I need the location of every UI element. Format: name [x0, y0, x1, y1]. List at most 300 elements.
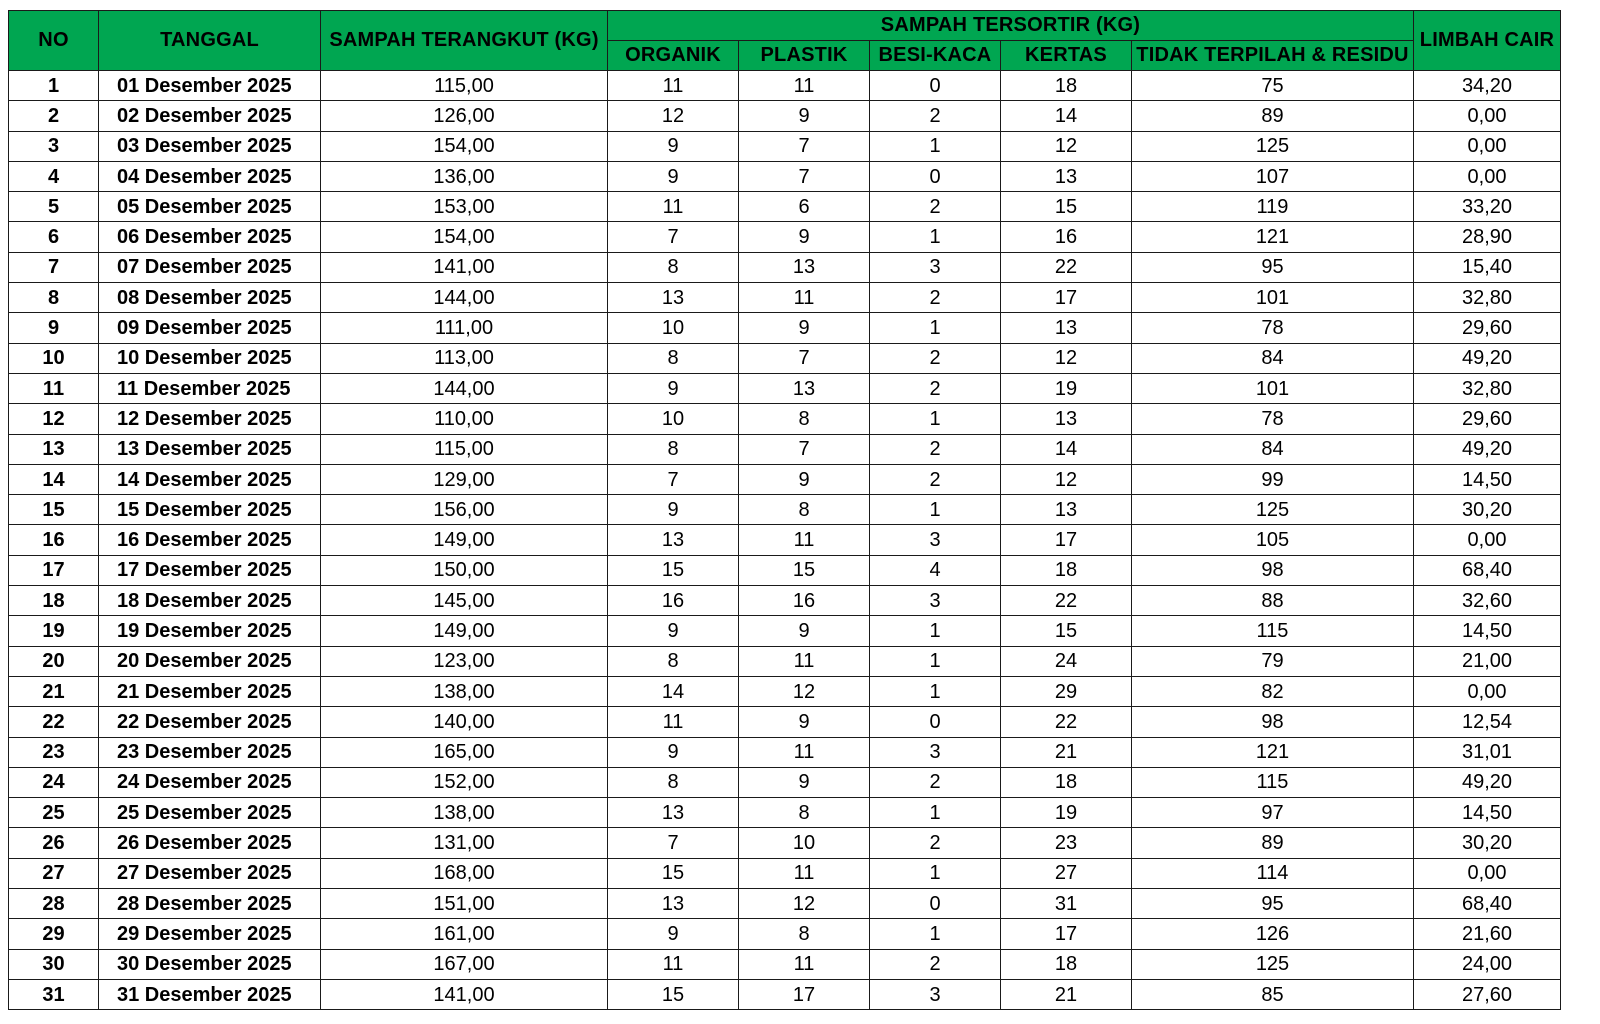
cell-besi-kaca: 3 — [870, 737, 1001, 767]
header-tersortir: SAMPAH TERSORTIR (KG) — [608, 11, 1414, 41]
cell-organik: 9 — [608, 373, 739, 403]
cell-tanggal: 13 Desember 2025 — [99, 434, 321, 464]
cell-terangkut: 153,00 — [321, 192, 608, 222]
table-row — [9, 646, 1561, 676]
cell-limbah-cair: 31,01 — [1414, 737, 1561, 767]
cell-tanggal: 04 Desember 2025 — [99, 161, 321, 191]
cell-no: 9 — [9, 313, 99, 343]
cell-no: 16 — [9, 525, 99, 555]
cell-kertas: 14 — [1001, 101, 1132, 131]
cell-plastik: 13 — [739, 373, 870, 403]
cell-kertas: 14 — [1001, 434, 1132, 464]
cell-terangkut: 152,00 — [321, 767, 608, 797]
cell-tanggal: 28 Desember 2025 — [99, 889, 321, 919]
cell-tanggal: 10 Desember 2025 — [99, 343, 321, 373]
cell-terangkut: 161,00 — [321, 919, 608, 949]
cell-terangkut: 167,00 — [321, 949, 608, 979]
cell-organik: 7 — [608, 464, 739, 494]
cell-no: 19 — [9, 616, 99, 646]
cell-kertas: 22 — [1001, 586, 1132, 616]
cell-terangkut: 154,00 — [321, 131, 608, 161]
cell-terangkut: 111,00 — [321, 313, 608, 343]
cell-limbah-cair: 34,20 — [1414, 71, 1561, 101]
cell-no: 2 — [9, 101, 99, 131]
cell-limbah-cair: 49,20 — [1414, 767, 1561, 797]
cell-terangkut: 136,00 — [321, 161, 608, 191]
cell-limbah-cair: 32,80 — [1414, 283, 1561, 313]
cell-tanggal: 08 Desember 2025 — [99, 283, 321, 313]
table-row — [9, 586, 1561, 616]
cell-organik: 13 — [608, 283, 739, 313]
cell-besi-kaca: 1 — [870, 616, 1001, 646]
table-row — [9, 707, 1561, 737]
cell-plastik: 11 — [739, 525, 870, 555]
cell-kertas: 27 — [1001, 858, 1132, 888]
cell-kertas: 12 — [1001, 343, 1132, 373]
cell-residu: 98 — [1132, 555, 1414, 585]
cell-residu: 78 — [1132, 404, 1414, 434]
cell-organik: 8 — [608, 434, 739, 464]
cell-residu: 101 — [1132, 283, 1414, 313]
cell-no: 5 — [9, 192, 99, 222]
cell-limbah-cair: 14,50 — [1414, 464, 1561, 494]
cell-no: 30 — [9, 949, 99, 979]
cell-besi-kaca: 0 — [870, 71, 1001, 101]
table-row — [9, 343, 1561, 373]
header-tanggal: TANGGAL — [99, 11, 321, 71]
cell-plastik: 9 — [739, 707, 870, 737]
cell-plastik: 11 — [739, 646, 870, 676]
cell-plastik: 11 — [739, 283, 870, 313]
table-row — [9, 949, 1561, 979]
table-row — [9, 495, 1561, 525]
table-row — [9, 101, 1561, 131]
cell-organik: 10 — [608, 313, 739, 343]
cell-kertas: 13 — [1001, 313, 1132, 343]
cell-organik: 10 — [608, 404, 739, 434]
cell-plastik: 17 — [739, 979, 870, 1009]
cell-kertas: 19 — [1001, 373, 1132, 403]
cell-no: 24 — [9, 767, 99, 797]
table-header — [9, 11, 1561, 71]
cell-limbah-cair: 0,00 — [1414, 676, 1561, 706]
cell-residu: 89 — [1132, 828, 1414, 858]
cell-plastik: 11 — [739, 949, 870, 979]
cell-plastik: 16 — [739, 586, 870, 616]
cell-residu: 85 — [1132, 979, 1414, 1009]
cell-besi-kaca: 2 — [870, 283, 1001, 313]
cell-organik: 8 — [608, 252, 739, 282]
cell-tanggal: 14 Desember 2025 — [99, 464, 321, 494]
table-row — [9, 676, 1561, 706]
cell-besi-kaca: 1 — [870, 495, 1001, 525]
cell-no: 18 — [9, 586, 99, 616]
cell-residu: 78 — [1132, 313, 1414, 343]
header-plastik: PLASTIK — [739, 41, 870, 71]
table-row — [9, 192, 1561, 222]
cell-tanggal: 24 Desember 2025 — [99, 767, 321, 797]
table-row — [9, 313, 1561, 343]
cell-besi-kaca: 2 — [870, 192, 1001, 222]
cell-no: 8 — [9, 283, 99, 313]
table-row — [9, 434, 1561, 464]
cell-terangkut: 138,00 — [321, 676, 608, 706]
cell-limbah-cair: 24,00 — [1414, 949, 1561, 979]
cell-organik: 9 — [608, 161, 739, 191]
cell-tanggal: 20 Desember 2025 — [99, 646, 321, 676]
cell-residu: 84 — [1132, 343, 1414, 373]
cell-terangkut: 156,00 — [321, 495, 608, 525]
cell-organik: 9 — [608, 495, 739, 525]
cell-tanggal: 01 Desember 2025 — [99, 71, 321, 101]
cell-besi-kaca: 3 — [870, 252, 1001, 282]
cell-residu: 75 — [1132, 71, 1414, 101]
cell-terangkut: 131,00 — [321, 828, 608, 858]
cell-kertas: 17 — [1001, 283, 1132, 313]
cell-organik: 11 — [608, 707, 739, 737]
table-row — [9, 798, 1561, 828]
cell-limbah-cair: 30,20 — [1414, 828, 1561, 858]
cell-kertas: 22 — [1001, 707, 1132, 737]
cell-besi-kaca: 4 — [870, 555, 1001, 585]
cell-no: 11 — [9, 373, 99, 403]
cell-tanggal: 27 Desember 2025 — [99, 858, 321, 888]
cell-tanggal: 05 Desember 2025 — [99, 192, 321, 222]
cell-residu: 115 — [1132, 616, 1414, 646]
cell-no: 6 — [9, 222, 99, 252]
cell-plastik: 11 — [739, 858, 870, 888]
cell-terangkut: 140,00 — [321, 707, 608, 737]
cell-kertas: 21 — [1001, 737, 1132, 767]
cell-limbah-cair: 0,00 — [1414, 161, 1561, 191]
cell-kertas: 23 — [1001, 828, 1132, 858]
cell-besi-kaca: 2 — [870, 373, 1001, 403]
table-row — [9, 71, 1561, 101]
cell-terangkut: 144,00 — [321, 373, 608, 403]
cell-besi-kaca: 2 — [870, 828, 1001, 858]
table-body — [9, 71, 1561, 1010]
cell-besi-kaca: 1 — [870, 798, 1001, 828]
cell-plastik: 8 — [739, 495, 870, 525]
table-row — [9, 737, 1561, 767]
cell-no: 12 — [9, 404, 99, 434]
cell-terangkut: 149,00 — [321, 525, 608, 555]
waste-table — [8, 10, 1561, 1010]
cell-no: 20 — [9, 646, 99, 676]
cell-plastik: 12 — [739, 676, 870, 706]
cell-no: 13 — [9, 434, 99, 464]
cell-limbah-cair: 27,60 — [1414, 979, 1561, 1009]
cell-tanggal: 06 Desember 2025 — [99, 222, 321, 252]
cell-tanggal: 25 Desember 2025 — [99, 798, 321, 828]
cell-residu: 95 — [1132, 252, 1414, 282]
cell-limbah-cair: 15,40 — [1414, 252, 1561, 282]
cell-besi-kaca: 1 — [870, 919, 1001, 949]
cell-residu: 82 — [1132, 676, 1414, 706]
table-row — [9, 828, 1561, 858]
cell-besi-kaca: 2 — [870, 343, 1001, 373]
cell-terangkut: 115,00 — [321, 434, 608, 464]
cell-besi-kaca: 2 — [870, 949, 1001, 979]
cell-no: 4 — [9, 161, 99, 191]
cell-limbah-cair: 21,60 — [1414, 919, 1561, 949]
cell-limbah-cair: 0,00 — [1414, 858, 1561, 888]
cell-kertas: 19 — [1001, 798, 1132, 828]
table-row — [9, 767, 1561, 797]
cell-residu: 125 — [1132, 131, 1414, 161]
cell-tanggal: 23 Desember 2025 — [99, 737, 321, 767]
cell-tanggal: 07 Desember 2025 — [99, 252, 321, 282]
cell-tanggal: 29 Desember 2025 — [99, 919, 321, 949]
cell-kertas: 13 — [1001, 495, 1132, 525]
cell-besi-kaca: 2 — [870, 101, 1001, 131]
cell-terangkut: 165,00 — [321, 737, 608, 767]
cell-terangkut: 144,00 — [321, 283, 608, 313]
cell-tanggal: 02 Desember 2025 — [99, 101, 321, 131]
header-row-top — [9, 11, 1561, 41]
cell-residu: 95 — [1132, 889, 1414, 919]
cell-plastik: 13 — [739, 252, 870, 282]
cell-residu: 119 — [1132, 192, 1414, 222]
cell-kertas: 21 — [1001, 979, 1132, 1009]
table-row — [9, 919, 1561, 949]
cell-tanggal: 21 Desember 2025 — [99, 676, 321, 706]
cell-no: 23 — [9, 737, 99, 767]
header-organik: ORGANIK — [608, 41, 739, 71]
cell-limbah-cair: 68,40 — [1414, 889, 1561, 919]
cell-limbah-cair: 21,00 — [1414, 646, 1561, 676]
cell-organik: 9 — [608, 616, 739, 646]
table-row — [9, 858, 1561, 888]
cell-besi-kaca: 1 — [870, 222, 1001, 252]
cell-residu: 125 — [1132, 949, 1414, 979]
cell-plastik: 8 — [739, 919, 870, 949]
cell-organik: 13 — [608, 798, 739, 828]
cell-terangkut: 138,00 — [321, 798, 608, 828]
cell-plastik: 12 — [739, 889, 870, 919]
cell-residu: 115 — [1132, 767, 1414, 797]
cell-besi-kaca: 0 — [870, 889, 1001, 919]
cell-limbah-cair: 49,20 — [1414, 434, 1561, 464]
table-row — [9, 616, 1561, 646]
cell-no: 21 — [9, 676, 99, 706]
cell-plastik: 6 — [739, 192, 870, 222]
cell-no: 29 — [9, 919, 99, 949]
cell-no: 3 — [9, 131, 99, 161]
cell-tanggal: 11 Desember 2025 — [99, 373, 321, 403]
cell-plastik: 9 — [739, 222, 870, 252]
cell-limbah-cair: 32,80 — [1414, 373, 1561, 403]
cell-plastik: 8 — [739, 404, 870, 434]
cell-organik: 9 — [608, 737, 739, 767]
table-row — [9, 252, 1561, 282]
cell-organik: 15 — [608, 555, 739, 585]
cell-terangkut: 113,00 — [321, 343, 608, 373]
cell-limbah-cair: 14,50 — [1414, 616, 1561, 646]
cell-tanggal: 18 Desember 2025 — [99, 586, 321, 616]
cell-plastik: 11 — [739, 737, 870, 767]
cell-no: 27 — [9, 858, 99, 888]
table-row — [9, 525, 1561, 555]
cell-organik: 9 — [608, 919, 739, 949]
cell-tanggal: 22 Desember 2025 — [99, 707, 321, 737]
cell-residu: 121 — [1132, 737, 1414, 767]
cell-organik: 12 — [608, 101, 739, 131]
cell-residu: 105 — [1132, 525, 1414, 555]
cell-kertas: 18 — [1001, 767, 1132, 797]
header-residu: TIDAK TERPILAH & RESIDU — [1132, 41, 1414, 71]
cell-no: 7 — [9, 252, 99, 282]
cell-residu: 125 — [1132, 495, 1414, 525]
cell-tanggal: 12 Desember 2025 — [99, 404, 321, 434]
cell-plastik: 9 — [739, 767, 870, 797]
cell-terangkut: 115,00 — [321, 71, 608, 101]
cell-no: 26 — [9, 828, 99, 858]
cell-kertas: 22 — [1001, 252, 1132, 282]
cell-besi-kaca: 1 — [870, 404, 1001, 434]
cell-organik: 8 — [608, 646, 739, 676]
cell-no: 28 — [9, 889, 99, 919]
cell-limbah-cair: 29,60 — [1414, 313, 1561, 343]
cell-besi-kaca: 1 — [870, 646, 1001, 676]
cell-kertas: 17 — [1001, 525, 1132, 555]
cell-besi-kaca: 0 — [870, 707, 1001, 737]
cell-no: 25 — [9, 798, 99, 828]
table-row — [9, 889, 1561, 919]
cell-tanggal: 19 Desember 2025 — [99, 616, 321, 646]
cell-tanggal: 15 Desember 2025 — [99, 495, 321, 525]
cell-besi-kaca: 1 — [870, 131, 1001, 161]
cell-terangkut: 154,00 — [321, 222, 608, 252]
header-limbah-cair: LIMBAH CAIR — [1414, 11, 1561, 71]
cell-tanggal: 26 Desember 2025 — [99, 828, 321, 858]
cell-residu: 101 — [1132, 373, 1414, 403]
cell-besi-kaca: 0 — [870, 161, 1001, 191]
table-row — [9, 555, 1561, 585]
cell-organik: 7 — [608, 828, 739, 858]
cell-residu: 114 — [1132, 858, 1414, 888]
cell-plastik: 10 — [739, 828, 870, 858]
cell-tanggal: 16 Desember 2025 — [99, 525, 321, 555]
table-row — [9, 131, 1561, 161]
cell-besi-kaca: 1 — [870, 313, 1001, 343]
cell-terangkut: 150,00 — [321, 555, 608, 585]
cell-plastik: 15 — [739, 555, 870, 585]
cell-besi-kaca: 3 — [870, 525, 1001, 555]
cell-limbah-cair: 14,50 — [1414, 798, 1561, 828]
cell-limbah-cair: 0,00 — [1414, 525, 1561, 555]
cell-organik: 11 — [608, 192, 739, 222]
cell-terangkut: 123,00 — [321, 646, 608, 676]
cell-besi-kaca: 1 — [870, 676, 1001, 706]
cell-terangkut: 129,00 — [321, 464, 608, 494]
cell-organik: 11 — [608, 71, 739, 101]
cell-no: 15 — [9, 495, 99, 525]
cell-limbah-cair: 49,20 — [1414, 343, 1561, 373]
cell-kertas: 18 — [1001, 949, 1132, 979]
cell-kertas: 29 — [1001, 676, 1132, 706]
cell-terangkut: 141,00 — [321, 979, 608, 1009]
cell-plastik: 7 — [739, 434, 870, 464]
cell-tanggal: 03 Desember 2025 — [99, 131, 321, 161]
table-row — [9, 404, 1561, 434]
cell-besi-kaca: 3 — [870, 586, 1001, 616]
header-kertas: KERTAS — [1001, 41, 1132, 71]
cell-besi-kaca: 2 — [870, 434, 1001, 464]
cell-limbah-cair: 68,40 — [1414, 555, 1561, 585]
cell-organik: 9 — [608, 131, 739, 161]
cell-residu: 88 — [1132, 586, 1414, 616]
table-row — [9, 222, 1561, 252]
cell-organik: 13 — [608, 889, 739, 919]
cell-tanggal: 31 Desember 2025 — [99, 979, 321, 1009]
table-row — [9, 373, 1561, 403]
cell-plastik: 9 — [739, 101, 870, 131]
table-row — [9, 979, 1561, 1009]
cell-kertas: 12 — [1001, 131, 1132, 161]
cell-kertas: 31 — [1001, 889, 1132, 919]
cell-organik: 14 — [608, 676, 739, 706]
cell-kertas: 12 — [1001, 464, 1132, 494]
cell-residu: 121 — [1132, 222, 1414, 252]
cell-kertas: 17 — [1001, 919, 1132, 949]
cell-tanggal: 30 Desember 2025 — [99, 949, 321, 979]
cell-organik: 13 — [608, 525, 739, 555]
cell-residu: 84 — [1132, 434, 1414, 464]
cell-kertas: 13 — [1001, 404, 1132, 434]
cell-plastik: 7 — [739, 343, 870, 373]
cell-organik: 8 — [608, 343, 739, 373]
cell-limbah-cair: 12,54 — [1414, 707, 1561, 737]
cell-kertas: 18 — [1001, 555, 1132, 585]
cell-terangkut: 151,00 — [321, 889, 608, 919]
cell-no: 1 — [9, 71, 99, 101]
cell-plastik: 11 — [739, 71, 870, 101]
cell-limbah-cair: 30,20 — [1414, 495, 1561, 525]
cell-organik: 15 — [608, 979, 739, 1009]
cell-plastik: 7 — [739, 161, 870, 191]
cell-no: 10 — [9, 343, 99, 373]
cell-limbah-cair: 32,60 — [1414, 586, 1561, 616]
cell-limbah-cair: 28,90 — [1414, 222, 1561, 252]
cell-organik: 8 — [608, 767, 739, 797]
cell-terangkut: 110,00 — [321, 404, 608, 434]
cell-no: 14 — [9, 464, 99, 494]
cell-residu: 89 — [1132, 101, 1414, 131]
cell-organik: 16 — [608, 586, 739, 616]
header-no: NO — [9, 11, 99, 71]
cell-residu: 79 — [1132, 646, 1414, 676]
cell-no: 17 — [9, 555, 99, 585]
cell-no: 22 — [9, 707, 99, 737]
cell-plastik: 9 — [739, 616, 870, 646]
cell-terangkut: 168,00 — [321, 858, 608, 888]
header-terangkut: SAMPAH TERANGKUT (KG) — [321, 11, 608, 71]
cell-terangkut: 126,00 — [321, 101, 608, 131]
cell-residu: 126 — [1132, 919, 1414, 949]
header-besi-kaca: BESI-KACA — [870, 41, 1001, 71]
cell-plastik: 8 — [739, 798, 870, 828]
cell-organik: 11 — [608, 949, 739, 979]
cell-limbah-cair: 0,00 — [1414, 131, 1561, 161]
cell-kertas: 24 — [1001, 646, 1132, 676]
table-row — [9, 464, 1561, 494]
cell-plastik: 7 — [739, 131, 870, 161]
cell-terangkut: 141,00 — [321, 252, 608, 282]
cell-organik: 15 — [608, 858, 739, 888]
table-row — [9, 283, 1561, 313]
cell-kertas: 15 — [1001, 616, 1132, 646]
